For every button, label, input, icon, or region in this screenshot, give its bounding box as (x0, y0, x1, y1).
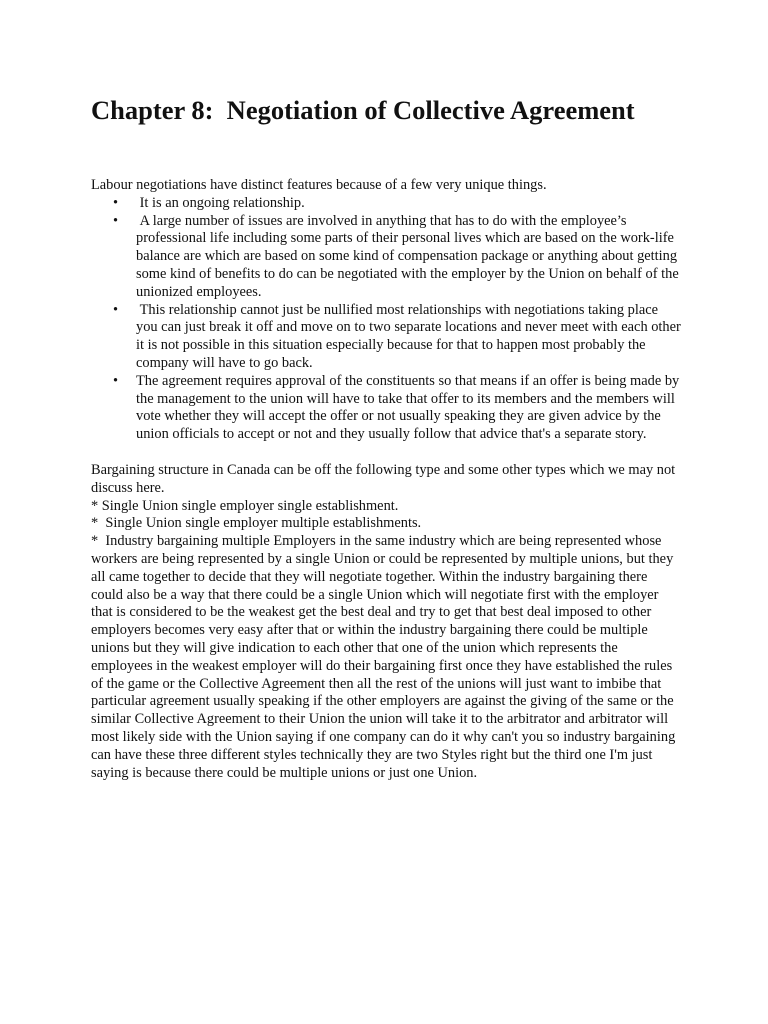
list-item (91, 195, 681, 213)
list-item (91, 301, 685, 373)
list-item-text: The agreement requires approval of the constituents so that means if an offer is being made by the management to the union will have to take that offer to its members and the members will vote whether they will accept the offer or not usually speaking they are given advice by the union officials to accept or not and they usually follow that advice that's a separate story. (136, 372, 683, 443)
list-item (91, 373, 681, 444)
list-item-text: A large number of issues are involved in anything that has to do with the employee’s professional life including some parts of their personal lives which are based on the work-life balance are which are based on some kind of compensation package or anything about getting some kind of benefits to do can be negotiated with the employer by the Union on behalf of the unionized employees. (136, 212, 683, 300)
structure-item: * Single Union single employer single establishment. (91, 497, 399, 514)
bullet-icon: • (113, 212, 119, 229)
document-body (91, 177, 685, 782)
structure-item: * Single Union single employer multiple establishments. (91, 515, 422, 532)
section-spacer (91, 444, 681, 462)
features-list (91, 194, 685, 444)
structure-item: * Industry bargaining multiple Employers in the same industry which are being represented whose workers are being represented by a single Union or could be represented by multiple unions, but they all came together to decide that they will negotiate together. Within the industry bargaining there could also be a way that there could be a single Union which will negotiate first with the employer that is considered to be the weakest get the best deal and try to get that best deal imposed to other employers becomes very easy after that or within the industry bargaining there could be multiple unions but they will give indication to each other that one of the union which represents the employees in the weakest employer will do their bargaining first once they have established the rules of the game or the Collective Agreement then all the rest of the unions will just want to imbibe that particular agreement usually speaking if the other employers are against the giving of the same or the similar Collective Agreement to their Union the union will take it to the arbitrator and arbitrator will most likely side with the Union saying if one company can do it why can't you so industry bargaining can have these three different styles technically they are two Styles right but the third one I'm just saying is because there could be multiple unions or just one Union. (91, 533, 679, 781)
chapter-title: Chapter 8: Negotiation of Collective Agreement (91, 95, 635, 125)
list-item-text: It is an ongoing relationship. (136, 194, 305, 211)
list-item-text: This relationship cannot just be nullified most relationships with negotiations taking place you can just break it off and move on to two separate locations and never meet with each other it is not possible in this situation especially because for that to happen most probably the company will have to go back. (136, 301, 685, 371)
intro-paragraph: Labour negotiations have distinct features because of a few very unique things. (91, 177, 547, 193)
list-item (91, 213, 681, 302)
structure-intro-paragraph: Bargaining structure in Canada can be off the following type and some other types which we may not discuss here. (91, 461, 676, 496)
bullet-icon: • (113, 194, 119, 211)
bullet-icon: • (113, 301, 119, 318)
bullet-icon: • (113, 372, 119, 389)
